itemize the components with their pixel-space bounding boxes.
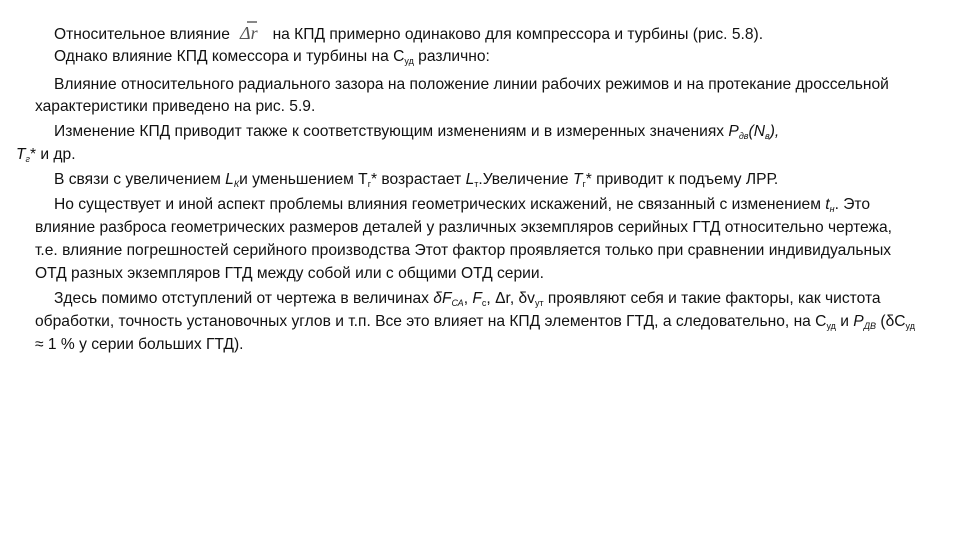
paragraph-2: Однако влияние КПД комессора и турбины на $С_{уд}$ различно: [54, 48, 490, 66]
svg-text:Δr: Δr [240, 23, 258, 43]
paragraph-4: Изменение КПД приводит также к соответствующим изменениям и в измеренных значениях $P_{дв}(N_в)$, $T_г*$ и др. [16, 123, 780, 164]
paragraph-7: Здесь помимо отступлений от чертежа в величинах $\delta F_{СА}$, $F_с$, Δr, $\delta v_{ут}$ проявляют себя и такие факторы, как чистота обработки, точность установочных углов и т.п. Все это влияет на КПД элементов ГТД, а следовательно, на $С_{уд}$ и $P_{ДВ}$ ($\delta С_{уд} \approx 1$ % у серии больших ГТД). [35, 290, 915, 353]
paragraph-5: В связи с увеличением $L_Ки$ уменьшением $Т_г*$ возрастает $L_т.Увеличение$ $T_г*$ приводит к подъему ЛРР. [54, 171, 779, 189]
paragraph-6: Но существует и иной аспект проблемы влияния геометрических искажений, не связанный с изменением $t_н$. Это влияние разброса геометрических размеров деталей у различных экземпляров серийных ГТД относительно чертежа, т.е. влияние погрешностей серийного производства Этот фактор проявляется только при сравнении индивидуальных ОТД разных экземпляров ГТД между собой или с общими ОТД серии. [35, 196, 892, 282]
delta-r-bar-formula-image [235, 25, 267, 43]
document-body [16, 23, 915, 356]
paragraph-3: Влияние относительного радиального зазора на положение линии рабочих режимов и на протекание дроссельной характеристики приведено на рис. 5.9. [35, 76, 889, 115]
paragraph-1: Относительное влияние Δr на КПД примерно одинаково для компрессора и турбины (рис. 5.8). [54, 23, 764, 43]
